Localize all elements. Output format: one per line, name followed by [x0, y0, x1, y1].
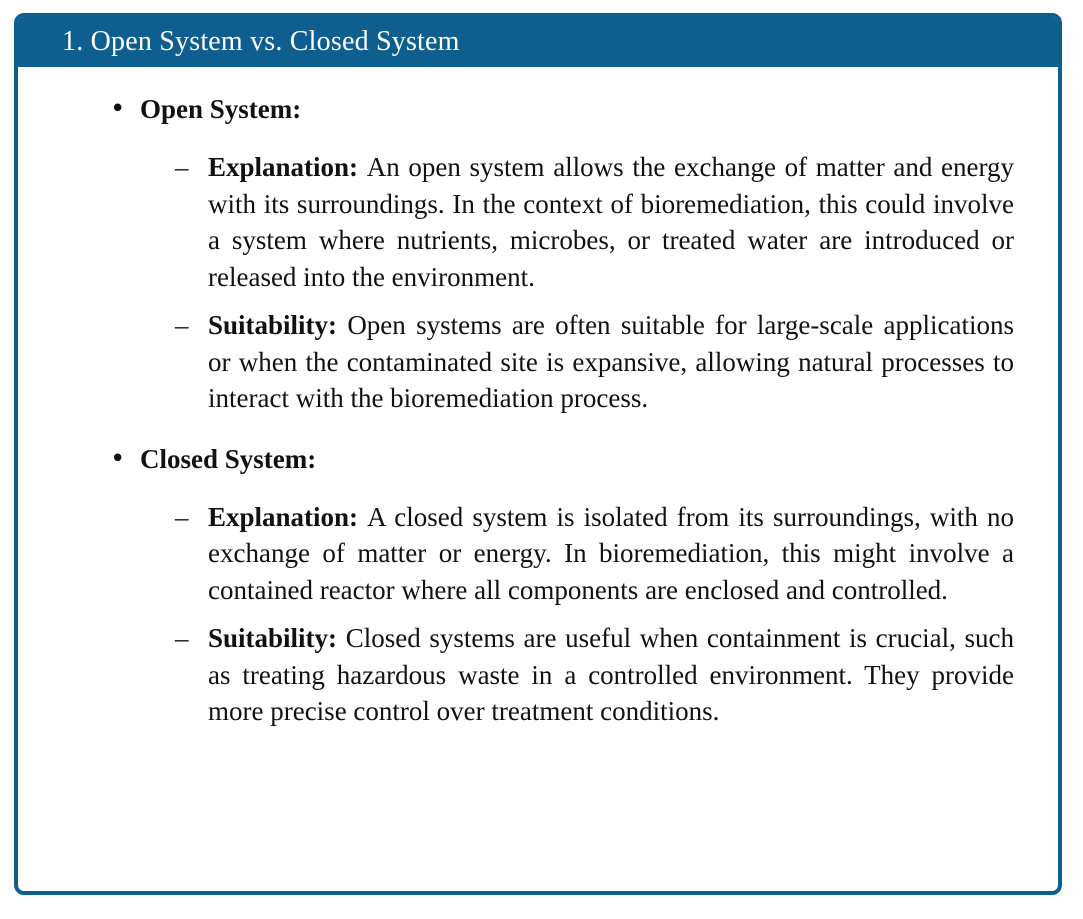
sub-item-label: Suitability: [208, 623, 346, 653]
bullet-icon: • [110, 94, 126, 124]
sub-item-explanation [175, 149, 1015, 295]
section-title: Closed System: [140, 443, 317, 474]
dash-icon: – [175, 623, 189, 653]
sub-list [140, 499, 1014, 730]
sub-item-suitability [175, 620, 1014, 730]
section-title: Open System: [140, 94, 302, 124]
box-header [18, 17, 1058, 67]
sub-item-suitability [175, 307, 1015, 417]
dash-icon: – [175, 152, 189, 182]
dash-icon: – [175, 501, 189, 532]
sub-item-text: Open systems are often suitable for large-scale applications or when the contaminated site is expansive, allowing natural processes to interact with the bioremediation process. [208, 310, 1015, 413]
sub-item-text: Closed systems are useful when containment is crucial, such as treating hazardous waste in a controlled environment. They provide more precise control over treatment conditions. [208, 623, 1014, 726]
sub-item-explanation [175, 499, 1014, 609]
sub-item-text: A closed system is isolated from its surroundings, with no exchange of matter or energy. In bioremediation, this might involve a contained reactor where all components are enclosed and controlled. [208, 501, 1014, 605]
section-closed-system [110, 443, 1014, 730]
bullet-icon: • [110, 443, 126, 474]
section-open-system [110, 93, 1015, 417]
sub-item-label: Explanation: [208, 501, 368, 532]
sub-item-label: Explanation: [208, 152, 367, 182]
sub-item-text: An open system allows the exchange of matter and energy with its surroundings. In the context of bioremediation, this could involve a system where nutrients, microbes, or treated water are introduced or released into the environment. [208, 152, 1015, 292]
sub-item-label: Suitability: [208, 310, 348, 340]
content-box [14, 13, 1062, 895]
box-title: 1. Open System vs. Closed System [62, 26, 460, 57]
sub-list [140, 149, 1014, 417]
dash-icon: – [175, 310, 189, 340]
box-body [18, 67, 1058, 730]
